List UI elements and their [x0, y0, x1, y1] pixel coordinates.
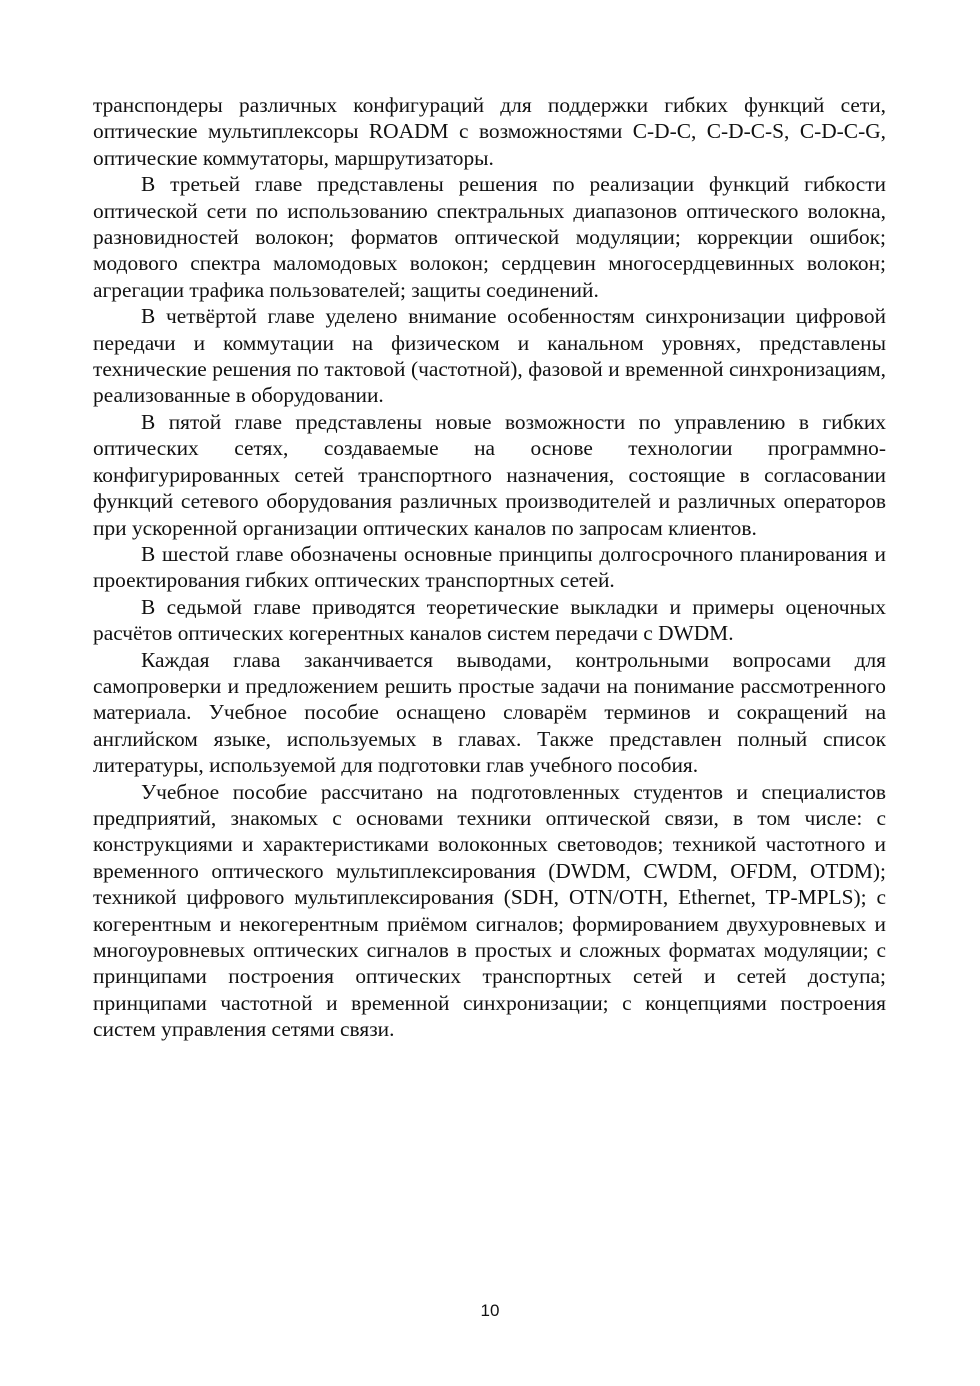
- paragraph-chapter-4: В четвёртой главе уделено внимание особенностям синхронизации цифровой передачи и коммутации на физическом и канальном уровнях, представлены технические решения по тактовой (частотной), фазовой и временной синхронизациям, реализованные в оборудовании.: [93, 304, 886, 408]
- paragraph-chapter-3: В третьей главе представлены решения по реализации функций гибкости оптической сети по использованию спектральных диапазонов оптического волокна, разновидностей волокон; форматов оптической модуляции; коррекции ошибок; модового спектра маломодовых волокон; сердцевин многосердцевинных волокон; агрегации трафика пользователей; защиты соединений.: [93, 172, 886, 302]
- paragraph-chapter-6: В шестой главе обозначены основные принципы долгосрочного планирования и проектирования гибких оптических транспортных сетей.: [93, 541, 886, 593]
- paragraph-chapter-5: В пятой главе представлены новые возможности по управлению в гибких оптических сетях, создаваемые на основе технологии программно-конфигурированных сетей транспортного назначения, состоящие в согласовании функций сетевого оборудования различных производителей и различных операторов при ускоренной организации оптических каналов по запросам клиентов.: [93, 409, 886, 540]
- paragraph-audience: Учебное пособие рассчитано на подготовленных студентов и специалистов предприятий, знакомых с основами техники оптической связи, в том числе: с конструкциями и характеристиками волоконных световодов; техникой частотного и временного оптического мультиплексирования (DWDM, CWDM, OFDM, OTDM); техникой цифрового мультиплексирования (SDH, OTN/OTH, Ethernet, TP-MPLS); с когерентным и некогерентным приёмом сигналов; формированием двухуровневых и многоуровневых оптических сигналов в простых и сложных форматах модуляции; с принципами построения оптических транспортных сетей и сетей доступа; принципами частотной и временной синхронизации; с концепциями построения систем управления сетями связи.: [93, 779, 886, 1042]
- page-number: 10: [480, 1301, 500, 1320]
- paragraph-continuation: транспондеры различных конфигураций для поддержки гибких функций сети, оптические мультиплексоры ROADM с возможностями C-D-C, C-D-C-S, C-D-C-G, оптические коммутаторы, маршрутизаторы.: [93, 93, 886, 170]
- body-text: [93, 92, 886, 1043]
- paragraph-chapter-7: В седьмой главе приводятся теоретические выкладки и примеры оценочных расчётов оптических когерентных каналов систем передачи с DWDM.: [93, 594, 886, 646]
- paragraph-chapter-structure: Каждая глава заканчивается выводами, контрольными вопросами для самопроверки и предложением решить простые задачи на понимание рассмотренного материала. Учебное пособие оснащено словарём терминов и сокращений на английском языке, используемых в главах. Также представлен полный список литературы, используемой для подготовки глав учебного пособия.: [93, 647, 886, 778]
